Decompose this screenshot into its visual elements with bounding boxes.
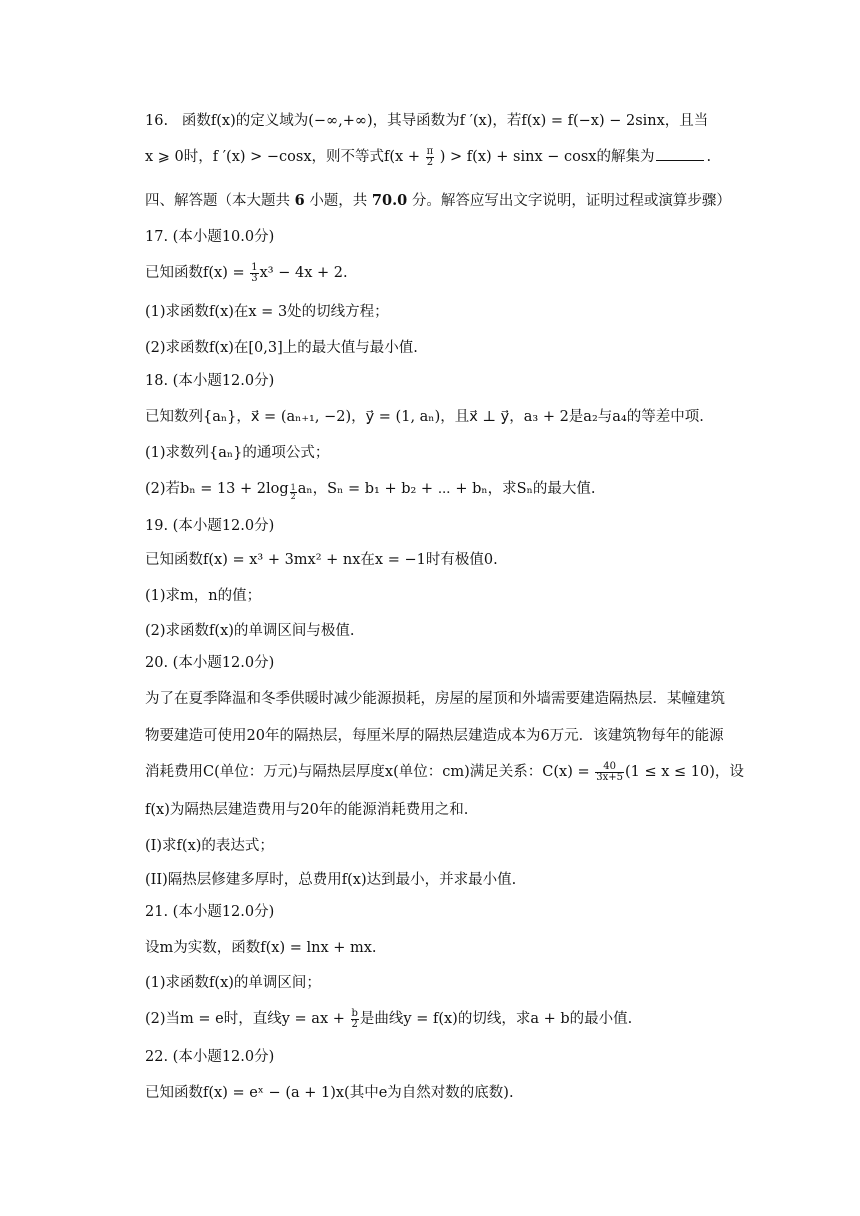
q22-heading: 22. (本小题12.0分) (145, 1049, 275, 1065)
q17-heading: 17. (本小题10.0分) (145, 229, 275, 245)
q20-heading: 20. (本小题12.0分) (145, 655, 275, 671)
q18-heading: 18. (本小题12.0分) (145, 373, 275, 389)
q18-part1: (1)求数列{aₙ}的通项公式； (145, 445, 330, 461)
q17-part2: (2)求函数f(x)在[0,3]上的最大值与最小值. (145, 340, 418, 356)
q20-part2: (II)隔热层修建多厚时，总费用f(x)达到最小，并求最小值. (145, 872, 517, 888)
q16-line2: x ⩾ 0时，f ′(x) > −cosx，则不等式f(x + $\frac{\pi}{2}$ ) > f(x) + sinx − cosx的解集为 . (145, 145, 712, 168)
q19-part2: (2)求函数f(x)的单调区间与极值. (145, 623, 355, 639)
q20-fraction: $\frac{40}{3x+5}$ (596, 760, 623, 783)
q17-fraction: $\frac{1}{3}$ (251, 261, 258, 284)
answer-blank (656, 146, 704, 161)
q17-part1: (1)求函数f(x)在x = 3处的切线方程； (145, 304, 389, 320)
q18-part2: (2)若bₙ = 13 + 2log $\frac{1}{2}$ aₙ，Sₙ = b₁ + b₂ + ⋯ + bₙ，求Sₙ的最大值. (145, 481, 596, 501)
section-heading: 四、解答题（本大题共 6 小题，共 70.0 分。解答应写出文字说明，证明过程或演算步骤） (145, 192, 731, 209)
q21-stem: 设m为实数，函数f(x) = lnx + mx. (145, 940, 377, 956)
q18-log-base: $\frac{1}{2}$ (290, 483, 296, 501)
q21-part1: (1)求函数f(x)的单调区间； (145, 975, 321, 991)
q21-part2: (2)当m = e时，直线y = ax + $\frac{b}{2}$ 是曲线y = f(x)的切线，求a + b的最小值. (145, 1007, 633, 1030)
q21-heading: 21. (本小题12.0分) (145, 904, 275, 920)
q16-text-2b: ) > f(x) + sinx − cosx的解集为 (439, 149, 655, 165)
q16-pi-fraction: $\frac{\pi}{2}$ (426, 145, 434, 168)
q22-stem: 已知函数f(x) = eˣ − (a + 1)x(其中e为自然对数的底数). (145, 1085, 514, 1101)
q20-line1: 为了在夏季降温和冬季供暖时减少能源损耗，房屋的屋顶和外墙需要建造隔热层．某幢建筑 (145, 691, 725, 707)
q19-heading: 19. (本小题12.0分) (145, 518, 275, 534)
q19-stem: 已知函数f(x) = x³ + 3mx² + nx在x = −1时有极值0. (145, 552, 498, 568)
q20-line4: f(x)为隔热层建造费用与20年的能源消耗费用之和. (145, 802, 469, 818)
q16-text-1: 函数f(x)的定义域为(−∞,+∞)，其导函数为f ′(x)，若f(x) = f(−x) − 2sinx，且当 (181, 113, 709, 129)
q16-text-2a: x ⩾ 0时，f ′(x) > −cosx，则不等式f(x + (145, 149, 420, 165)
q21-fraction: $\frac{b}{2}$ (351, 1007, 358, 1030)
q20-part1: (I)求f(x)的表达式； (145, 838, 274, 854)
q16-number: 16. (145, 113, 169, 129)
section-question-count: 6 (294, 192, 305, 209)
q19-part1: (1)求m，n的值； (145, 588, 262, 604)
q20-line3: 消耗费用C(单位：万元)与隔热层厚度x(单位：cm)满足关系：C(x) = $\frac{40}{3x+5}$ (1 ≤ x ≤ 10)，设 (145, 760, 744, 783)
q18-stem: 已知数列{aₙ}，x⃗ = (aₙ₊₁, −2)，y⃗ = (1, aₙ)，且x⃗ ⊥ y⃗，a₃ + 2是a₂与a₄的等差中项. (145, 409, 704, 425)
q17-stem: 已知函数f(x) = $\frac{1}{3}$ x³ − 4x + 2. (145, 261, 348, 284)
q20-line2: 物要建造可使用20年的隔热层，每厘米厚的隔热层建造成本为6万元．该建筑物每年的能源 (145, 728, 724, 744)
section-total-score: 70.0 (371, 192, 408, 209)
q16-line1 (145, 110, 785, 132)
